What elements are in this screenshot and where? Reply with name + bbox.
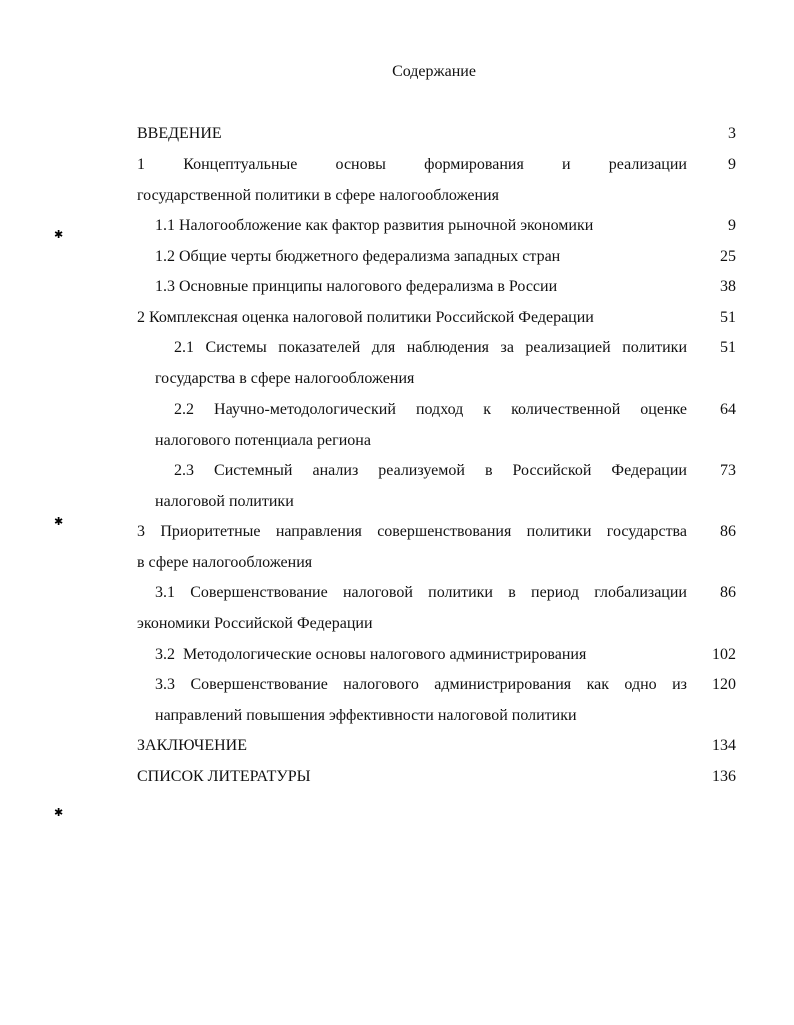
toc-page-number: 134: [712, 737, 736, 754]
toc-entry-text-continuation: направлений повышения эффективности налоговой политики: [155, 707, 577, 724]
toc-entry-text: ЗАКЛЮЧЕНИЕ: [137, 737, 247, 754]
margin-mark: ✱: [54, 807, 64, 819]
toc-entry-text: 1.3 Основные принципы налогового федерализма в России: [155, 278, 558, 295]
toc-page-number: 25: [720, 248, 736, 265]
toc-page-number: 64: [720, 401, 736, 418]
toc-page-number: 136: [712, 768, 736, 785]
toc-page-number: 3: [728, 125, 736, 142]
page-title: Содержание: [392, 63, 476, 80]
toc-entry-text: 2 Комплексная оценка налоговой политики Российской Федерации: [137, 309, 594, 326]
toc-entry-text: СПИСОК ЛИТЕРАТУРЫ: [137, 768, 311, 785]
toc-page-number: 86: [720, 584, 736, 601]
toc-page-number: 102: [712, 646, 736, 663]
toc-entry-text: 2.1 Системы показателей для наблюдения за реализацией политики: [174, 339, 687, 356]
toc-entry-text-continuation: государственной политики в сфере налогообложения: [137, 187, 499, 204]
toc-page-number: 86: [720, 523, 736, 540]
toc-page-number: 9: [728, 217, 736, 234]
toc-entry-text: 3 Приоритетные направления совершенствования политики государства: [137, 523, 687, 540]
margin-mark: ✱: [54, 229, 64, 241]
toc-page-number: 51: [720, 309, 736, 326]
toc-entry-text: 3.3 Совершенствование налогового администрирования как одно из: [155, 676, 687, 693]
toc-entry-text: ВВЕДЕНИЕ: [137, 125, 222, 142]
toc-entry-text-continuation: экономики Российской Федерации: [137, 615, 373, 632]
toc-entry-text: 2.2 Научно-методологический подход к количественной оценке: [174, 401, 687, 418]
toc-entry-text: 3.1 Совершенствование налоговой политики в период глобализации: [155, 584, 687, 601]
toc-entry-text: 2.3 Системный анализ реализуемой в Российской Федерации: [174, 462, 687, 479]
toc-entry-text-continuation: налогового потенциала региона: [155, 432, 371, 449]
toc-entry-text-continuation: государства в сфере налогообложения: [155, 370, 415, 387]
toc-entry-text: 3.2 Методологические основы налогового администрирования: [155, 646, 587, 663]
toc-entry-text-continuation: в сфере налогообложения: [137, 554, 313, 571]
toc-entry-text: 1.1 Налогообложение как фактор развития рыночной экономики: [155, 217, 594, 234]
toc-page-number: 51: [720, 339, 736, 356]
toc-entry-text: 1 Концептуальные основы формирования и реализации: [137, 156, 687, 173]
toc-page-number: 38: [720, 278, 736, 295]
toc-entry-text-continuation: налоговой политики: [155, 493, 294, 510]
toc-page-number: 73: [720, 462, 736, 479]
toc-entry-text: 1.2 Общие черты бюджетного федерализма западных стран: [155, 248, 561, 265]
margin-mark: ✱: [54, 516, 64, 528]
toc-page-number: 120: [712, 676, 736, 693]
toc-page-number: 9: [728, 156, 736, 173]
